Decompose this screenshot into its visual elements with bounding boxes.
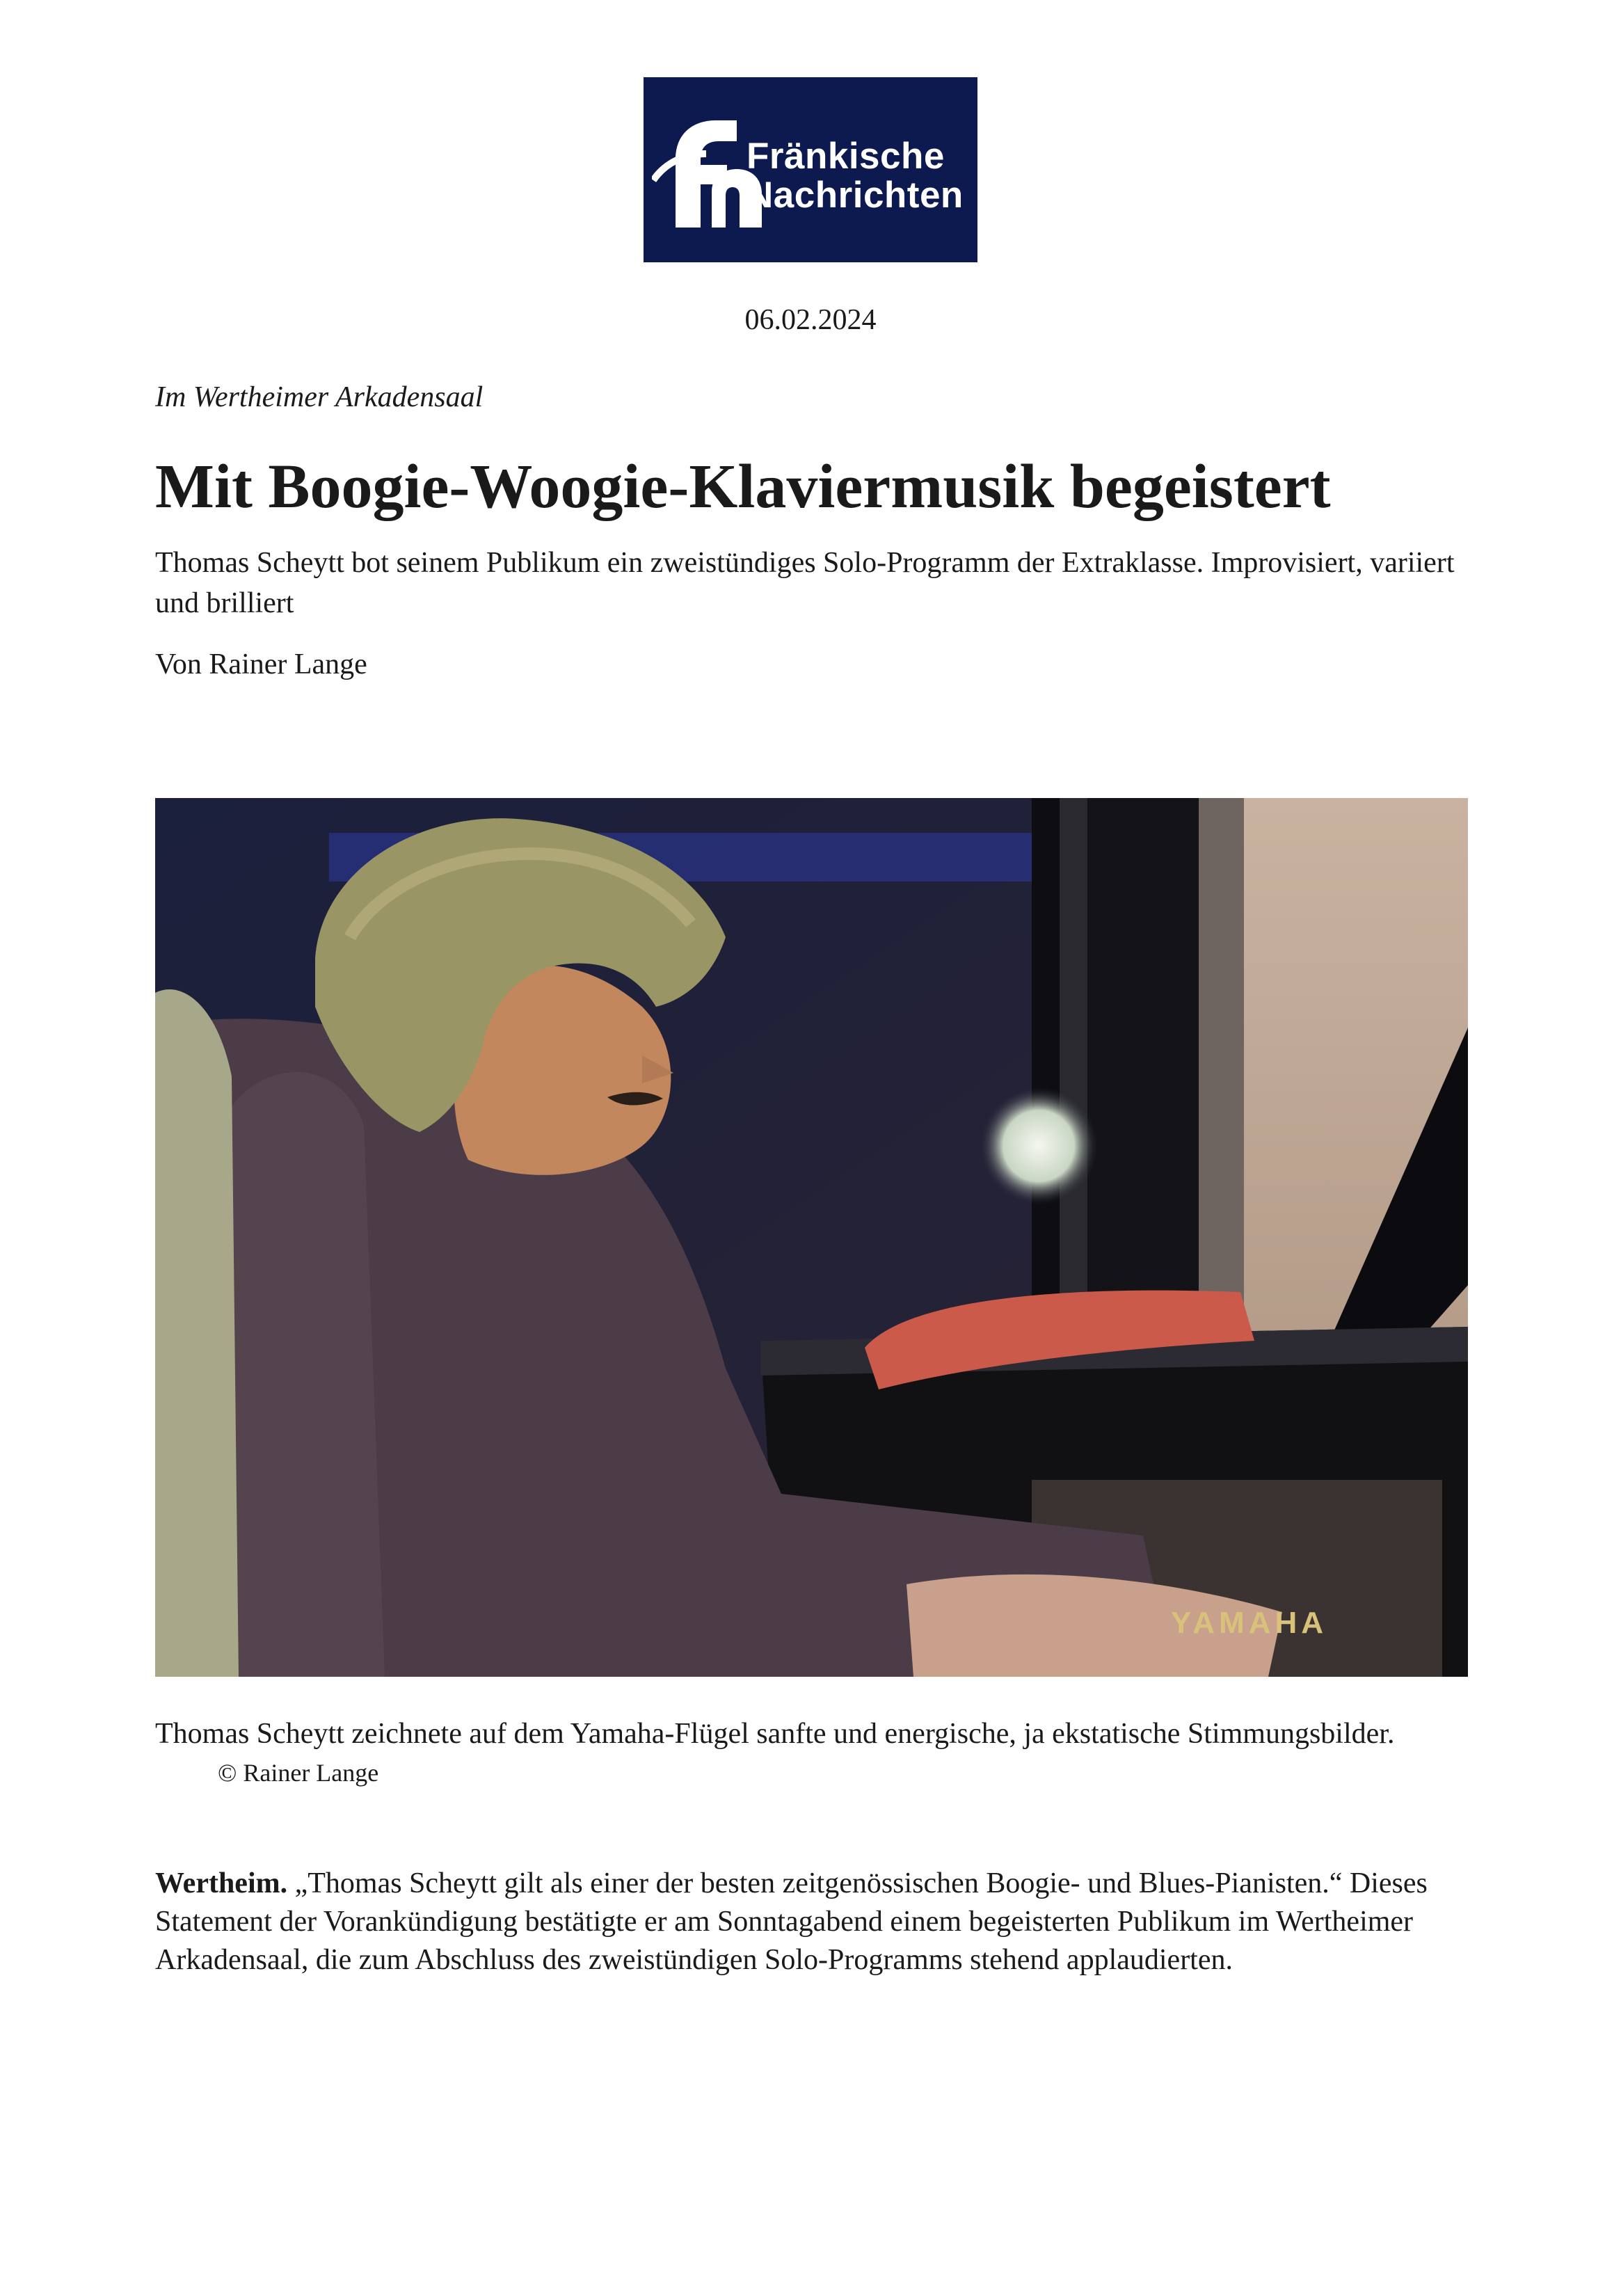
yamaha-label: YAMAHA — [1171, 1606, 1328, 1640]
photo-credit: © Rainer Lange — [218, 1759, 379, 1787]
article-body — [155, 1865, 1477, 1979]
article-author: Von Rainer Lange — [155, 648, 367, 680]
article-photo — [155, 798, 1468, 1677]
photo-caption — [155, 1715, 1477, 1792]
article-dateline: Wertheim. — [155, 1867, 288, 1899]
article-kicker: Im Wertheimer Arkadensaal — [155, 381, 484, 413]
logo-wordmark — [746, 137, 964, 215]
publication-date: 06.02.2024 — [744, 304, 877, 336]
pianist-photo-illustration — [155, 798, 1468, 1677]
logo-line1: Fränkische — [746, 136, 945, 177]
publisher-logo — [644, 77, 977, 262]
article-teaser: Thomas Scheytt bot seinem Publikum ein zweistündiges Solo-Programm der Extraklasse. Improvisiert, variiert und brilliert — [155, 547, 1455, 619]
article-headline: Mit Boogie-Woogie-Klaviermusik begeistert — [155, 452, 1331, 521]
article-body-text: „Thomas Scheytt gilt als einer der besten zeitgenössischen Boogie- und Blues-Pianisten.“ Dieses Statement der Vorankündigung bestätigte er am Sonntagabend einem begeisterten Publikum im Wertheimer Arkadensaal, die zum Abschluss des zweistündigen Solo-Programms stehend applaudierten. — [155, 1867, 1428, 1976]
photo-caption-text: Thomas Scheytt zeichnete auf dem Yamaha-Flügel sanfte und energische, ja ekstatische Stimmungsbilder. — [155, 1718, 1395, 1750]
logo-line2: Nachrichten — [746, 175, 964, 216]
